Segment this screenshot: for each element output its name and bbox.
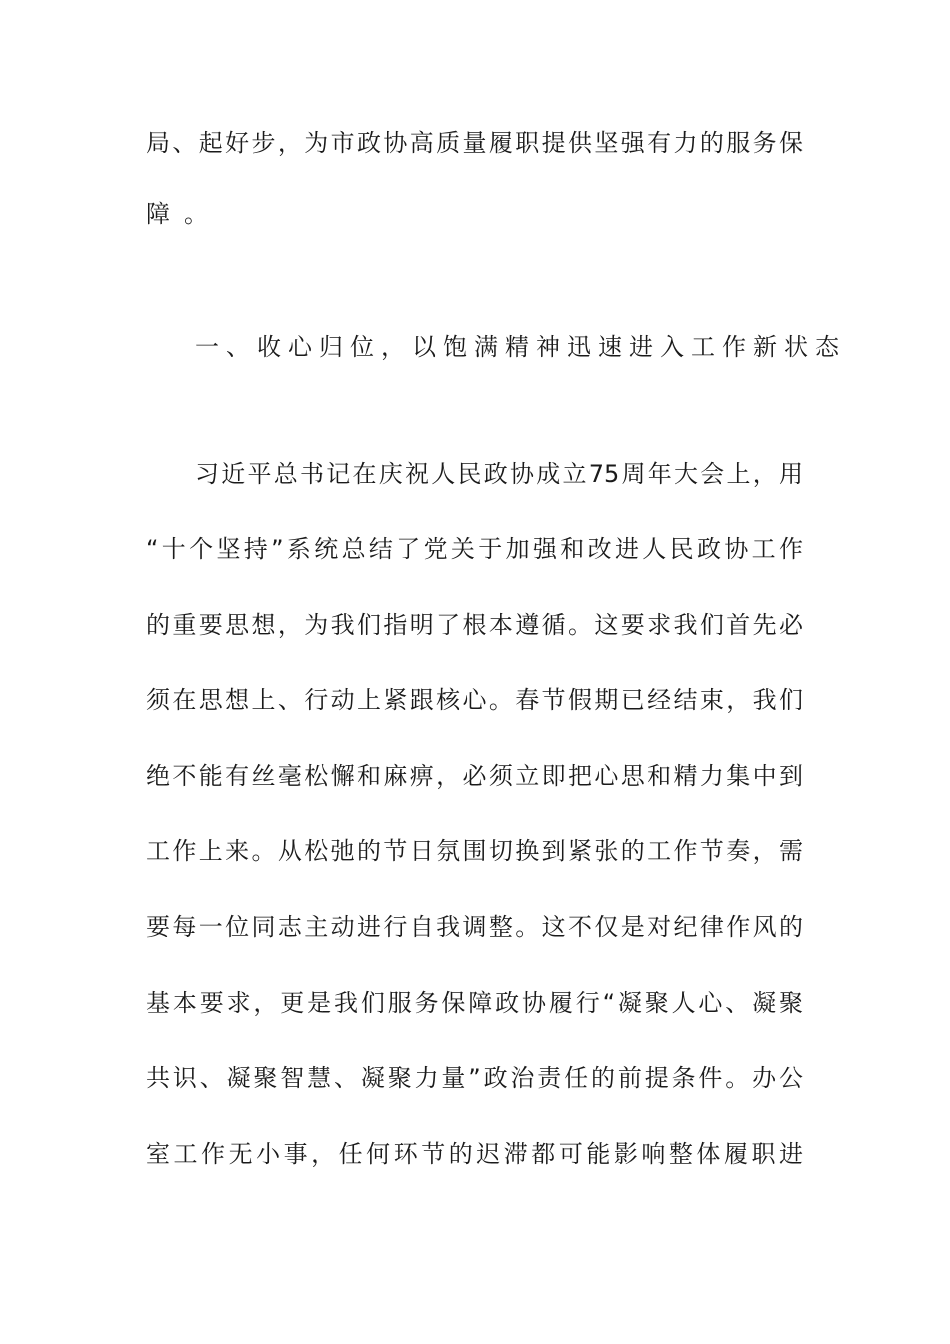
text-line: 习近平总书记在庆祝人民政协成立75周年大会上，用	[195, 460, 803, 488]
text-line: 须在思想上、行动上紧跟核心。春节假期已经结束，我们	[146, 686, 803, 714]
text-line: 基本要求，更是我们服务保障政协履行“凝聚人心、凝聚	[146, 989, 803, 1017]
text-line: 绝不能有丝毫松懈和麻痹，必须立即把心思和精力集中到	[146, 762, 803, 790]
text-line: “十个坚持”系统总结了党关于加强和改进人民政协工作	[146, 535, 803, 563]
text-line: 局、起好步，为市政协高质量履职提供坚强有力的服务保	[146, 129, 803, 157]
text-line: 工作上来。从松弛的节日氛围切换到紧张的工作节奏，需	[146, 837, 803, 865]
text-line: 的重要思想，为我们指明了根本遵循。这要求我们首先必	[146, 611, 803, 639]
section-heading: 一、收心归位，以饱满精神迅速进入工作新状态	[195, 333, 846, 361]
text-line: 障。	[146, 200, 222, 228]
text-line: 室工作无小事，任何环节的迟滞都可能影响整体履职进	[146, 1140, 803, 1168]
text-line: 共识、凝聚智慧、凝聚力量”政治责任的前提条件。办公	[146, 1064, 803, 1092]
text-line: 要每一位同志主动进行自我调整。这不仅是对纪律作风的	[146, 913, 803, 941]
